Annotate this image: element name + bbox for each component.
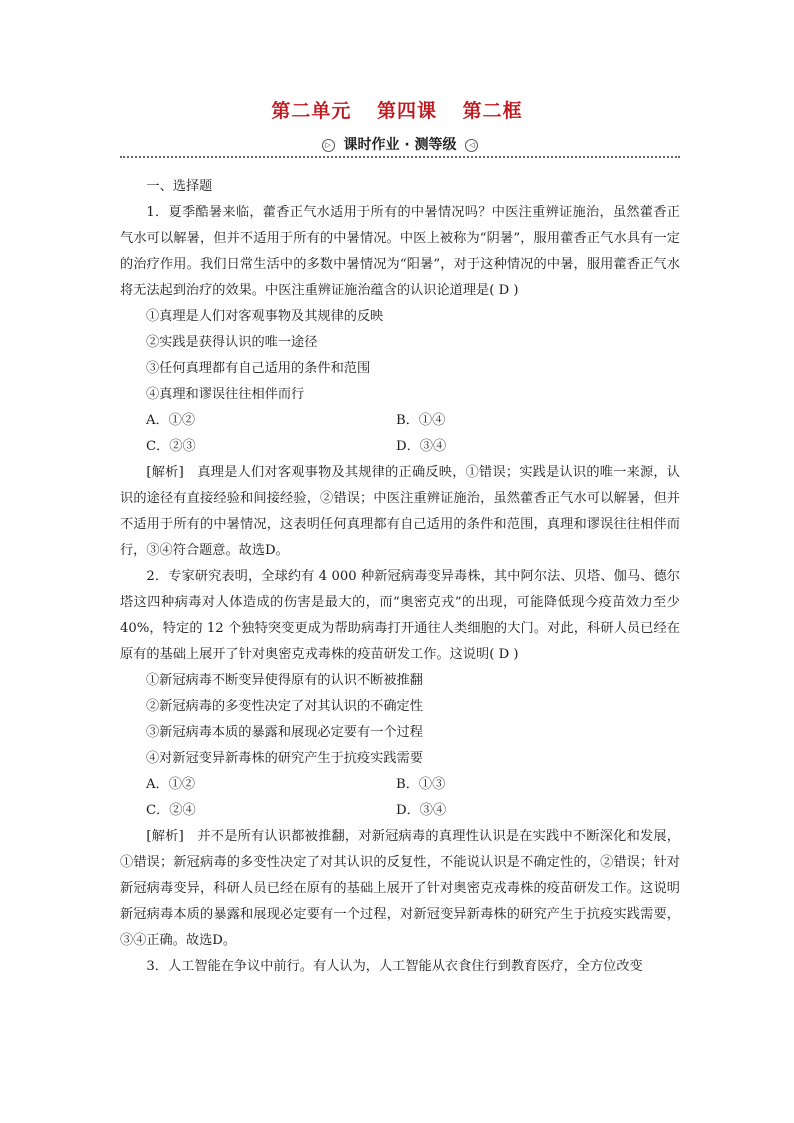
question-1-analysis: [解析] 真理是人们对客观事物及其规律的正确反映，①错误；实践是认识的唯一来源，认识的途径有直接经验和间接经验，②错误；中医注重辨证施治，虽然藿香正气水可以解暑，但并不适用于所有的中暑情况，这表明任何真理都有自己适用的条件和范围，真理和谬误往往相伴而行，③④符合题意。故选D。 [120, 465, 680, 558]
subtitle-banner [120, 134, 680, 160]
question-2-stem: 2．专家研究表明，全球约有 4 000 种新冠病毒变异毒株，其中阿尔法、贝塔、伽马、德尔塔这四种病毒对人体造成的伤害是最大的，而“奥密克戎”的出现，可能降低现今疫苗效力至少 40%，特定的 12 个独特突变更成为帮助病毒打开通往人类细胞的大门。对此，科研人员已经在原有的基础上展开了针对奥密克戎毒株的疫苗研发工作。这说明( D ) [120, 569, 680, 662]
question-1-choices-row [120, 434, 680, 460]
question-2-option: ①新冠病毒不断变异使得原有的认识不断被推翻 [146, 673, 423, 688]
dotted-divider [120, 156, 680, 158]
choice-b: B．①③ [396, 777, 446, 792]
question-1-option: ②实践是获得认识的唯一途径 [146, 335, 318, 350]
question-1-option: ①真理是人们对客观事物及其规律的反映 [146, 309, 384, 324]
page-title [0, 96, 794, 123]
question-2-option: ③新冠病毒本质的暴露和展现必定要有一个过程 [146, 725, 423, 740]
choice-c: C．②③ [146, 439, 196, 454]
question-2-option: ②新冠病毒的多变性决定了对其认识的不确定性 [146, 699, 423, 714]
right-triangle-icon: ▷ [322, 139, 335, 152]
left-triangle-icon: ◁ [465, 139, 478, 152]
question-2-option: ④对新冠变异新毒株的研究产生于抗疫实践需要 [146, 751, 423, 766]
choice-d: D．③④ [396, 803, 447, 818]
question-3-stem: 3．人工智能在争议中前行。有人认为，人工智能从衣食住行到教育医疗，全方位改变 [146, 959, 643, 974]
question-2-choices-row [120, 772, 680, 798]
choice-a: A．①② [146, 413, 196, 428]
subtitle-text: 课时作业 · 测等级 [343, 137, 457, 153]
question-2-analysis: [解析] 并不是所有认识都被推翻，对新冠病毒的真理性认识是在实践中不断深化和发展，①错误；新冠病毒的多变性决定了对其认识的反复性，不能说认识是不确定性的，②错误；针对新冠病毒变异，科研人员已经在原有的基础上展开了针对奥密克戎毒株的疫苗研发工作。这说明新冠病毒本质的暴露和展现必定要有一个过程，对新冠变异新毒株的研究产生于抗疫实践需要，③④正确。故选D。 [120, 829, 680, 948]
question-1-choices-row [120, 408, 680, 434]
title-unit: 第二单元 [271, 100, 352, 122]
section-heading: 一、选择题 [146, 179, 213, 194]
question-1-option: ④真理和谬误往往相伴而行 [146, 387, 305, 402]
choice-b: B．①④ [396, 413, 446, 428]
choice-c: C．②④ [146, 803, 196, 818]
question-2-choices-row [120, 798, 680, 824]
choice-d: D．③④ [396, 439, 447, 454]
title-frame: 第二框 [462, 100, 523, 122]
document-body [120, 174, 680, 980]
question-1-option: ③任何真理都有自己适用的条件和范围 [146, 361, 371, 376]
title-lesson: 第四课 [376, 100, 437, 122]
choice-a: A．①② [146, 777, 196, 792]
question-1-stem: 1．夏季酷暑来临，藿香正气水适用于所有的中暑情况吗？中医注重辨证施治，虽然藿香正气水可以解暑，但并不适用于所有的中暑情况。中医上被称为“阴暑”，服用藿香正气水具有一定的治疗作用。我们日常生活中的多数中暑情况为“阳暑”，对于这种情况的中暑，服用藿香正气水将无法起到治疗的效果。中医注重辨证施治蕴含的认识论道理是( D ) [120, 205, 680, 298]
